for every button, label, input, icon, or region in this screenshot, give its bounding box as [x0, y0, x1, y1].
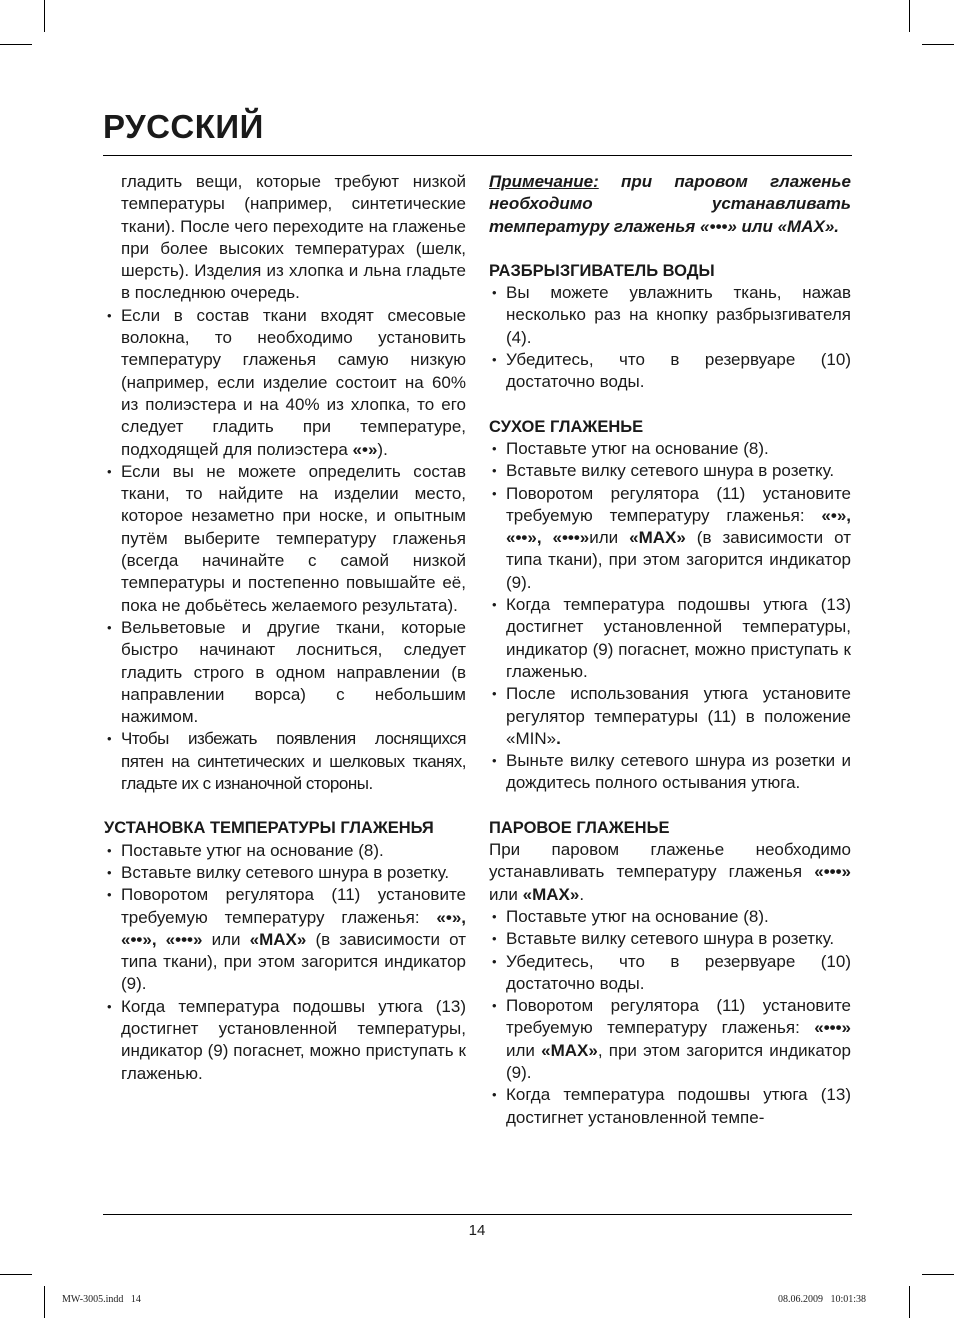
spray-list [489, 282, 851, 393]
list-item: • Когда температура подошвы утюга (13) достигнет установленной температуры, индикатор (9) погаснет, можно приступать к глаженью. [104, 996, 466, 1085]
list-item: • Если в состав ткани входят смесовые волокна, то необходимо установить температуру глаженья самую низкую (например, если изделие состоит на 60% из полиэстера и на 40% из хлопка, то его следует гладить при температуре, подходящей для полиэстера «•»). [104, 305, 466, 461]
crop-mark [922, 1274, 954, 1275]
intro-paragraph: гладить вещи, которые требуют низкой температуры (например, синтетические ткани). После чего переходите на глаженье при более высоких температурах (шелк, шерсть). Изделия из хлопка и льна гладьте в последнюю очередь. [121, 172, 466, 303]
crop-mark [909, 1286, 910, 1318]
list-item: • Убедитесь, что в резервуаре (10) достаточно воды. [489, 951, 851, 996]
list-item: • Убедитесь, что в резервуаре (10) достаточно воды. [489, 349, 851, 394]
steam-list [489, 906, 851, 1129]
section-heading-temperature: УСТАНОВКА ТЕМПЕРАТУРЫ ГЛАЖЕНЬЯ [104, 819, 434, 838]
footer-rule [103, 1214, 852, 1215]
dry-list [489, 438, 851, 795]
temperature-list [104, 840, 466, 1085]
list-item: • Вельветовые и другие ткани, которые быстро начинают лосниться, следует гладить строго в одном направлении (в направлении ворса) с небольшим нажимом. [104, 617, 466, 728]
section-heading-spray: РАЗБРЫЗГИВАТЕЛЬ ВОДЫ [489, 261, 715, 280]
list-item: • Поставьте утюг на основание (8). [489, 438, 851, 460]
list-item: • После использования утюга установите регулятор температуры (11) в положение «MIN». [489, 683, 851, 750]
steam-intro: При паровом глаженье необходимо устанавливать температуру глаженья «•••» или «MAX». [489, 840, 851, 904]
list-item: • Вы можете увлажнить ткань, нажав несколько раз на кнопку разбрызгивателя (4). [489, 282, 851, 349]
list-item: • Поворотом регулятора (11) установите требуемую температуру глаженья: «•••» или «MAX», при этом загорится индикатор (9). [489, 995, 851, 1084]
care-list [104, 305, 466, 796]
footer-datetime: 08.06.2009 10:01:38 [778, 1294, 867, 1305]
note-paragraph: Примечание: при паровом глаженье необходимо устанавливать температуру глаженья «•••» или «MAX». [489, 172, 851, 236]
list-item: • Поставьте утюг на основание (8). [489, 906, 851, 928]
list-item: • Поставьте утюг на основание (8). [104, 840, 466, 862]
crop-mark [44, 0, 45, 32]
page-title: РУССКИЙ [103, 108, 264, 145]
list-item: • Поворотом регулятора (11) установите требуемую температуру глаженья: «•», «••», «•••»или «MAX» (в зависимости от типа ткани), при этом загорится индикатор (9). [489, 483, 851, 594]
section-heading-steam: ПАРОВОЕ ГЛАЖЕНЬЕ [489, 818, 670, 837]
list-item: • Вставьте вилку сетевого шнура в розетку. [489, 928, 851, 950]
note-label: Примечание: [489, 172, 599, 191]
section-heading-dry: СУХОЕ ГЛАЖЕНЬЕ [489, 417, 644, 436]
page-number: 14 [468, 1222, 486, 1239]
list-item: • Когда температура подошвы утюга (13) достигнет установленной темпе- [489, 1084, 851, 1129]
list-item: • Когда температура подошвы утюга (13) достигнет установленной температуры, индикатор (9) погаснет, можно приступать к глаженью. [489, 594, 851, 683]
header-rule [103, 155, 852, 156]
crop-mark [0, 44, 32, 45]
left-column [104, 171, 466, 1085]
crop-mark [0, 1274, 32, 1275]
list-item: • Вставьте вилку сетевого шнура в розетку. [489, 460, 851, 482]
list-item: • Вставьте вилку сетевого шнура в розетку. [104, 862, 466, 884]
right-column [489, 171, 851, 1129]
list-item: • Чтобы избежать появления лоснящихся пятен на синтетических и шелковых тканях, гладьте их с изнаночной стороны. [104, 728, 466, 795]
list-item: • Поворотом регулятора (11) установите требуемую температуру глаженья: «•», «••», «•••» или «MAX» (в зависимости от типа ткани), при этом загорится индикатор (9). [104, 884, 466, 995]
footer-file: MW-3005.indd 14 [62, 1294, 141, 1305]
list-item: • Если вы не можете определить состав ткани, то найдите на изделии место, которое незаметно при носке, и опытным путём выберите температуру глаженья (всегда начинайте с самой низкой температуры и постепенно повышайте её, пока не добьётесь желаемого результата). [104, 461, 466, 617]
list-item: • Выньте вилку сетевого шнура из розетки и дождитесь полного остывания утюга. [489, 750, 851, 795]
crop-mark [909, 0, 910, 32]
crop-mark [44, 1286, 45, 1318]
crop-mark [922, 44, 954, 45]
